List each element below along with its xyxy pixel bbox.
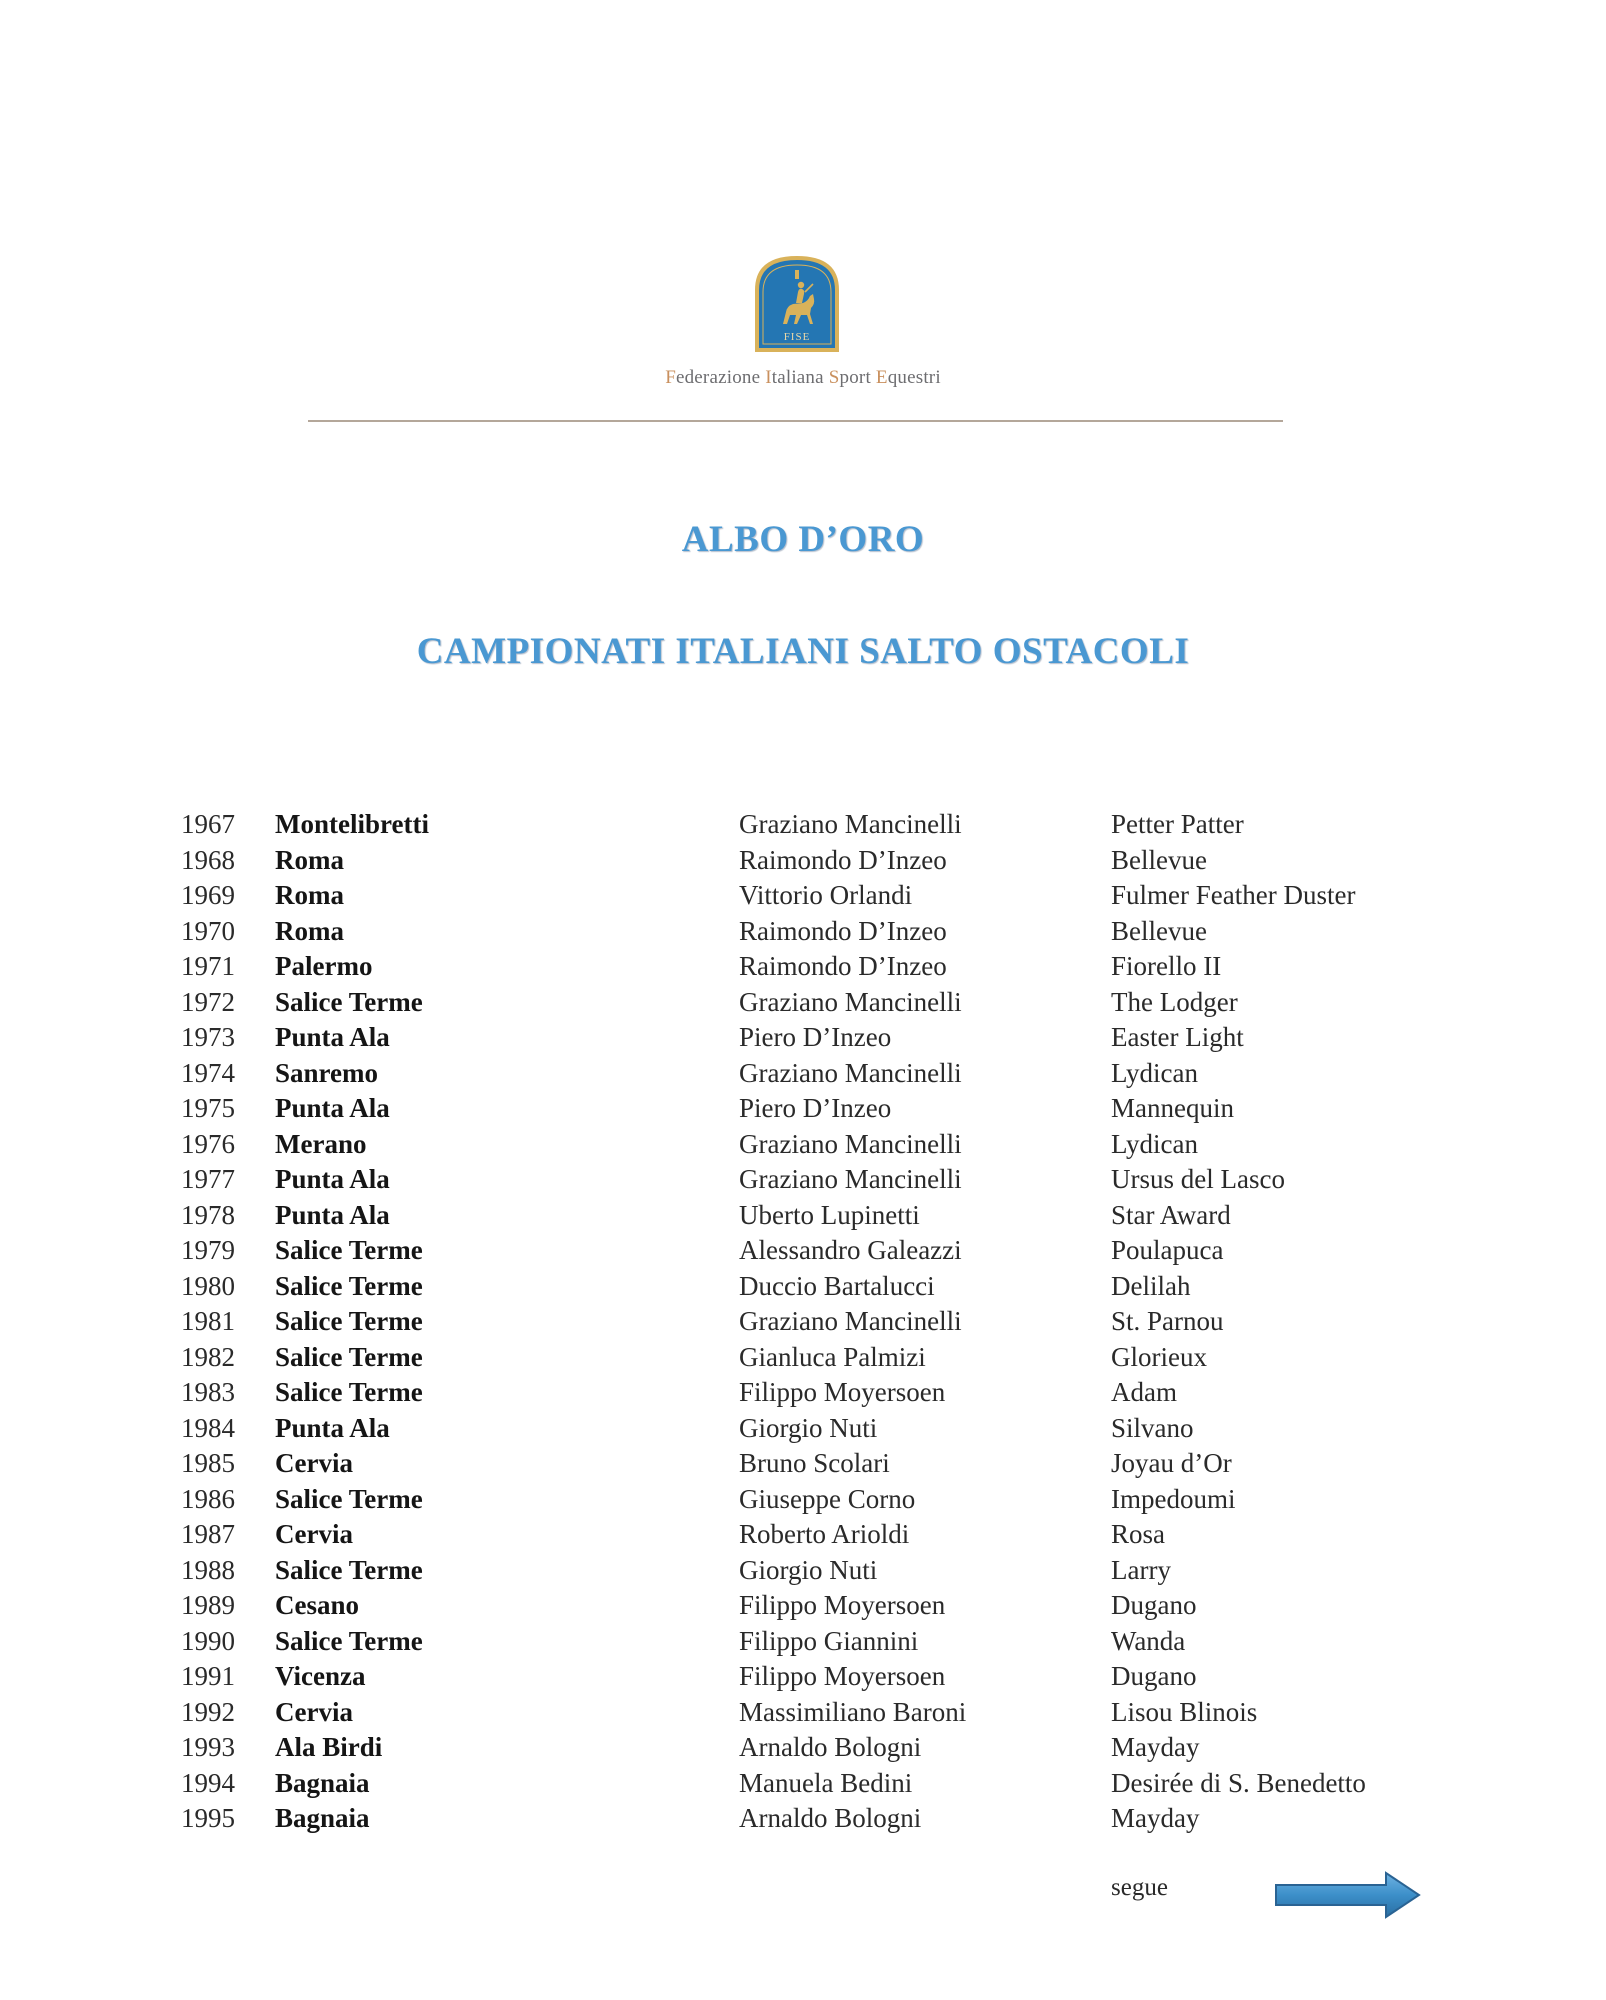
horse-cell: Joyau d’Or xyxy=(1111,1448,1232,1478)
place-cell: Punta Ala xyxy=(275,1093,390,1123)
rider-cell: Giorgio Nuti xyxy=(739,1554,878,1585)
table-row xyxy=(0,914,1606,950)
rider-cell: Filippo Giannini xyxy=(739,1625,919,1656)
place-cell: Roma xyxy=(275,915,344,946)
year-cell: 1986 xyxy=(181,1483,235,1514)
continue-label: segue xyxy=(1111,1874,1168,1901)
place-cell: Salice Terme xyxy=(275,1483,423,1514)
place-cell: Punta Ala xyxy=(275,1412,390,1443)
year-cell: 1990 xyxy=(181,1625,235,1656)
rider-cell: Graziano Mancinelli xyxy=(739,1057,962,1088)
horse-cell: Petter Patter xyxy=(1111,809,1244,839)
table-row xyxy=(0,843,1606,879)
place-cell: Salice Terme xyxy=(275,1306,423,1336)
federation-name-part: taliana xyxy=(771,367,829,388)
place-cell: Salice Terme xyxy=(275,1625,423,1656)
rider-cell: Manuela Bedini xyxy=(739,1767,913,1798)
table-row xyxy=(0,1695,1606,1731)
federation-name-part: ederazione xyxy=(675,367,766,388)
horse-cell: Bellevue xyxy=(1111,915,1207,946)
header-divider xyxy=(308,420,1283,422)
federation-name-initial: F xyxy=(665,367,676,388)
federation-name-initial: S xyxy=(828,367,840,388)
rider-cell: Graziano Mancinelli xyxy=(739,1164,962,1194)
table-row xyxy=(0,1233,1606,1269)
rider-cell: Graziano Mancinelli xyxy=(739,1306,962,1336)
place-cell: Ala Birdi xyxy=(275,1732,383,1762)
place-cell: Salice Terme xyxy=(275,1377,423,1407)
table-row xyxy=(0,1375,1606,1411)
rider-cell: Filippo Moyersoen xyxy=(739,1661,946,1691)
table-row xyxy=(0,1304,1606,1340)
place-cell: Palermo xyxy=(275,951,373,981)
horse-cell: Desirée di S. Benedetto xyxy=(1111,1767,1366,1798)
year-cell: 1975 xyxy=(181,1093,235,1123)
table-row xyxy=(0,1730,1606,1766)
place-cell: Bagnaia xyxy=(275,1767,370,1798)
year-cell: 1980 xyxy=(181,1270,235,1301)
place-cell: Punta Ala xyxy=(275,1164,390,1194)
place-cell: Bagnaia xyxy=(275,1803,370,1833)
place-cell: Sanremo xyxy=(275,1057,379,1088)
horse-cell: Silvano xyxy=(1111,1412,1194,1443)
horse-cell: Wanda xyxy=(1111,1625,1186,1656)
rider-cell: Graziano Mancinelli xyxy=(739,809,962,839)
table-row xyxy=(0,1091,1606,1127)
rider-cell: Vittorio Orlandi xyxy=(739,880,913,910)
table-row xyxy=(0,1446,1606,1482)
year-cell: 1973 xyxy=(181,1022,235,1052)
rider-cell: Alessandro Galeazzi xyxy=(739,1235,962,1265)
place-cell: Punta Ala xyxy=(275,1199,390,1230)
table-row xyxy=(0,1127,1606,1163)
year-cell: 1987 xyxy=(181,1519,235,1549)
year-cell: 1979 xyxy=(181,1235,235,1265)
year-cell: 1976 xyxy=(181,1128,235,1159)
year-cell: 1978 xyxy=(181,1199,235,1230)
year-cell: 1989 xyxy=(181,1590,235,1620)
year-cell: 1970 xyxy=(181,915,235,946)
arrow-right-icon[interactable] xyxy=(1274,1870,1422,1920)
horse-cell: St. Parnou xyxy=(1111,1306,1224,1336)
federation-name-initial: I xyxy=(765,367,772,388)
rider-cell: Bruno Scolari xyxy=(739,1448,890,1478)
place-cell: Roma xyxy=(275,880,344,910)
year-cell: 1992 xyxy=(181,1696,235,1727)
place-cell: Montelibretti xyxy=(275,809,429,839)
year-cell: 1982 xyxy=(181,1341,235,1372)
year-cell: 1991 xyxy=(181,1661,235,1691)
horse-cell: Rosa xyxy=(1111,1519,1165,1549)
year-cell: 1983 xyxy=(181,1377,235,1407)
horse-cell: Larry xyxy=(1111,1554,1171,1585)
results-table xyxy=(0,807,1606,1837)
rider-cell: Massimiliano Baroni xyxy=(739,1696,967,1727)
place-cell: Salice Terme xyxy=(275,986,423,1017)
horse-cell: Mayday xyxy=(1111,1732,1200,1762)
horse-cell: Dugano xyxy=(1111,1661,1197,1691)
place-cell: Merano xyxy=(275,1128,367,1159)
rider-cell: Filippo Moyersoen xyxy=(739,1590,946,1620)
table-row xyxy=(0,1624,1606,1660)
horse-cell: Star Award xyxy=(1111,1199,1231,1230)
horse-cell: Lydican xyxy=(1111,1057,1198,1088)
rider-cell: Graziano Mancinelli xyxy=(739,986,962,1017)
rider-cell: Giorgio Nuti xyxy=(739,1412,878,1443)
table-row xyxy=(0,1766,1606,1802)
table-row xyxy=(0,1162,1606,1198)
year-cell: 1985 xyxy=(181,1448,235,1478)
rider-cell: Roberto Arioldi xyxy=(739,1519,910,1549)
year-cell: 1971 xyxy=(181,951,235,981)
rider-cell: Filippo Moyersoen xyxy=(739,1377,946,1407)
place-cell: Salice Terme xyxy=(275,1235,423,1265)
year-cell: 1974 xyxy=(181,1057,235,1088)
place-cell: Salice Terme xyxy=(275,1341,423,1372)
page-title: ALBO D’ORO xyxy=(681,519,925,560)
horse-cell: Adam xyxy=(1111,1377,1177,1407)
horse-cell: Lydican xyxy=(1111,1128,1198,1159)
horse-cell: Fulmer Feather Duster xyxy=(1111,880,1356,910)
table-row xyxy=(0,985,1606,1021)
table-row xyxy=(0,878,1606,914)
table-row xyxy=(0,1553,1606,1589)
place-cell: Vicenza xyxy=(275,1661,366,1691)
table-row xyxy=(0,1588,1606,1624)
horse-cell: Bellevue xyxy=(1111,844,1207,875)
year-cell: 1972 xyxy=(181,986,235,1017)
rider-cell: Gianluca Palmizi xyxy=(739,1341,926,1372)
horse-cell: Glorieux xyxy=(1111,1341,1207,1372)
page-subtitle: CAMPIONATI ITALIANI SALTO OSTACOLI xyxy=(416,631,1190,672)
table-row xyxy=(0,1020,1606,1056)
rider-cell: Giuseppe Corno xyxy=(739,1483,916,1514)
place-cell: Salice Terme xyxy=(275,1270,423,1301)
rider-cell: Arnaldo Bologni xyxy=(739,1732,922,1762)
year-cell: 1968 xyxy=(181,844,235,875)
place-cell: Cervia xyxy=(275,1696,353,1727)
rider-cell: Piero D’Inzeo xyxy=(739,1093,892,1123)
table-row xyxy=(0,1659,1606,1695)
horse-cell: Delilah xyxy=(1111,1270,1191,1301)
horse-cell: Impedoumi xyxy=(1111,1483,1236,1514)
horse-cell: Ursus del Lasco xyxy=(1111,1164,1285,1194)
horse-cell: Mannequin xyxy=(1111,1093,1234,1123)
table-row xyxy=(0,1517,1606,1553)
federation-name-part: questri xyxy=(887,367,941,388)
federation-name-part: port xyxy=(839,367,876,388)
rider-cell: Duccio Bartalucci xyxy=(739,1270,935,1301)
horse-cell: Fiorello II xyxy=(1111,951,1222,981)
horse-cell: Poulapuca xyxy=(1111,1235,1224,1265)
table-row xyxy=(0,1269,1606,1305)
table-row xyxy=(0,1056,1606,1092)
horse-cell: Dugano xyxy=(1111,1590,1197,1620)
rider-cell: Raimondo D’Inzeo xyxy=(739,915,947,946)
year-cell: 1994 xyxy=(181,1767,235,1798)
table-row xyxy=(0,1482,1606,1518)
federation-name-initial: E xyxy=(875,367,888,388)
table-row xyxy=(0,1198,1606,1234)
rider-cell: Piero D’Inzeo xyxy=(739,1022,892,1052)
year-cell: 1977 xyxy=(181,1164,235,1194)
rider-cell: Uberto Lupinetti xyxy=(739,1199,920,1230)
table-row xyxy=(0,807,1606,843)
logo-text: FISE xyxy=(783,331,811,343)
year-cell: 1981 xyxy=(181,1306,235,1336)
place-cell: Cervia xyxy=(275,1448,353,1478)
table-row xyxy=(0,1801,1606,1837)
horse-cell: Easter Light xyxy=(1111,1022,1244,1052)
place-cell: Cesano xyxy=(275,1590,360,1620)
fise-logo-icon xyxy=(753,254,841,354)
table-row xyxy=(0,1411,1606,1447)
place-cell: Roma xyxy=(275,844,344,875)
horse-cell: The Lodger xyxy=(1111,986,1238,1017)
horse-cell: Mayday xyxy=(1111,1803,1200,1833)
place-cell: Punta Ala xyxy=(275,1022,390,1052)
rider-cell: Raimondo D’Inzeo xyxy=(739,951,947,981)
table-row xyxy=(0,1340,1606,1376)
table-row xyxy=(0,949,1606,985)
place-cell: Salice Terme xyxy=(275,1554,423,1585)
rider-cell: Raimondo D’Inzeo xyxy=(739,844,947,875)
year-cell: 1984 xyxy=(181,1412,235,1443)
year-cell: 1995 xyxy=(181,1803,235,1833)
year-cell: 1967 xyxy=(181,809,235,839)
horse-cell: Lisou Blinois xyxy=(1111,1696,1258,1727)
year-cell: 1969 xyxy=(181,880,235,910)
year-cell: 1993 xyxy=(181,1732,235,1762)
rider-cell: Graziano Mancinelli xyxy=(739,1128,962,1159)
rider-cell: Arnaldo Bologni xyxy=(739,1803,922,1833)
federation-name xyxy=(0,367,1606,389)
year-cell: 1988 xyxy=(181,1554,235,1585)
place-cell: Cervia xyxy=(275,1519,353,1549)
